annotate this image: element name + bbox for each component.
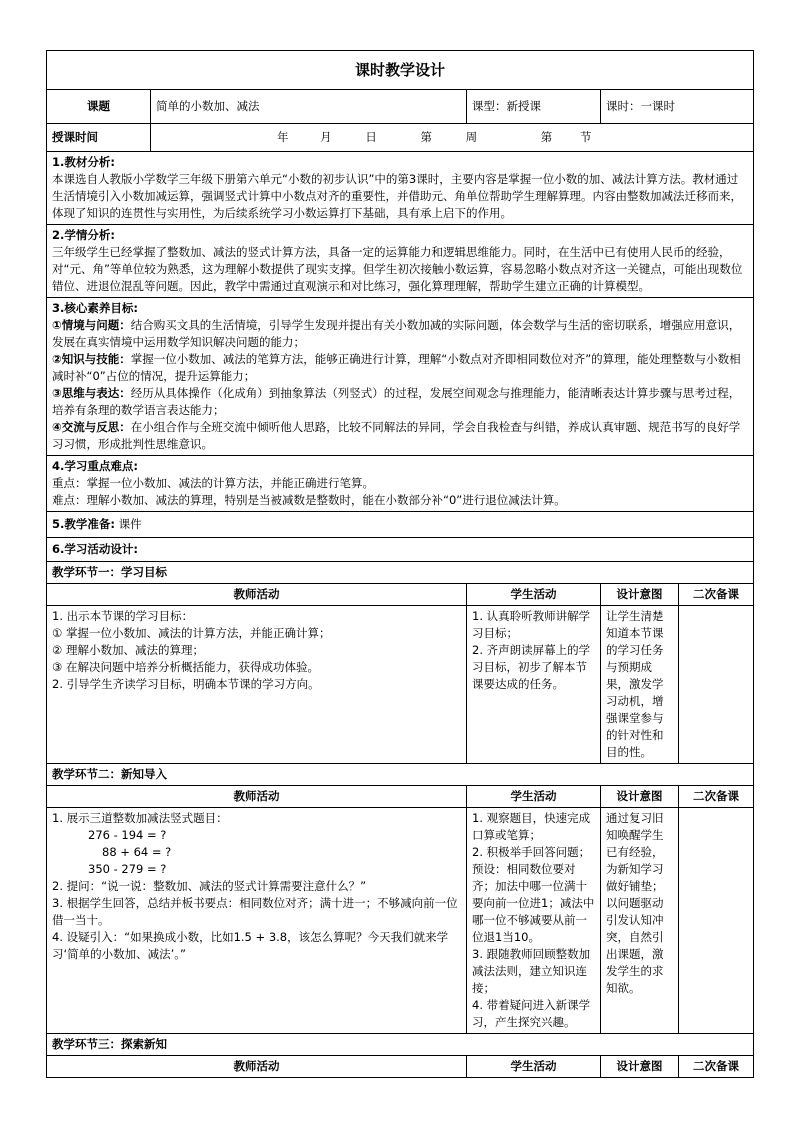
header-student: 学生活动 <box>467 584 601 606</box>
step2-student <box>467 808 601 1034</box>
step2-equation: 276 - 194 = ? <box>88 828 167 842</box>
step2-student-line: 1. 观察题目，快速完成口算或笔算； <box>472 811 591 842</box>
goal-3-text: 经历从具体操作（化成角）到抽象算法（列竖式）的过程，发展空间观念与推理能力，能清晰表达计算步骤与思考过程，培养有条理的数学语言表达能力； <box>52 386 741 417</box>
key-points-title: 4.学习重点难点: <box>52 459 138 473</box>
topic-value: 简单的小数加、减法 <box>151 90 467 124</box>
header-intent: 设计意图 <box>601 1056 679 1078</box>
student-analysis-text: 三年级学生已经掌握了整数加、减法的竖式计算方法，具备一定的运算能力和逻辑思维能力。同时，在生活中已有使用人民币的经验，对“元、角”等单位较为熟悉，这为理解小数提供了现实支撑。但学生初次接触小数运算，容易忽略小数点对齐这一关键点，可能出现数位错位、进退位混乱等问题。因此，教学中需通过直观演示和对比练习，强化算理理解，帮助学生建立正确的计算模型。 <box>52 245 743 293</box>
step1-second <box>679 606 754 764</box>
step2-teacher <box>47 808 467 1034</box>
step1-intent: 让学生清楚知道本节课的学习任务与预期成果，激发学习动机，增强课堂参与的针对性和目的性。 <box>601 606 679 764</box>
header-student: 学生活动 <box>467 1056 601 1078</box>
step1-title: 教学环节一：学习目标 <box>47 562 754 584</box>
student-analysis-title: 2.学情分析: <box>52 228 115 242</box>
step1-student-line: 2. 齐声朗读屏幕上的学习目标，初步了解本节课要达成的任务。 <box>472 643 591 691</box>
step2-equation: 350 - 279 = ? <box>88 862 167 876</box>
topic-label: 课题 <box>47 90 151 124</box>
step1-student <box>467 606 601 764</box>
step2-title: 教学环节二：新知导入 <box>47 764 754 786</box>
header-second: 二次备课 <box>679 1056 754 1078</box>
goal-1 <box>52 317 748 351</box>
step2-intent: 通过复习旧知唤醒学生已有经验，为新知学习做好铺垫；以问题驱动引发认知冲突，自然引出课题，激发学生的求知欲。 <box>601 808 679 1034</box>
step1-teacher-line: ① 掌握一位小数加、减法的计算方法，并能正确计算； <box>52 626 331 640</box>
teaching-prep <box>47 512 754 538</box>
header-intent: 设计意图 <box>601 584 679 606</box>
step3-title: 教学环节三：探索新知 <box>47 1034 754 1056</box>
step2-teacher-intro: 1. 展示三道整数加减法竖式题目： <box>52 811 228 825</box>
core-goals-title: 3.核心素养目标: <box>52 301 138 315</box>
lesson-plan-table <box>46 50 754 1078</box>
student-analysis <box>47 225 754 298</box>
key-difficult-points <box>47 456 754 512</box>
step1-teacher-line: 2. 引导学生齐读学习目标，明确本节课的学习方向。 <box>52 677 320 691</box>
step1-teacher-line: 1. 出示本节课的学习目标： <box>52 609 194 623</box>
time-day: 日 <box>365 130 377 144</box>
goal-3 <box>52 385 748 419</box>
goal-3-head: ③思维与表达： <box>52 386 131 400</box>
time-year: 年 <box>277 130 289 144</box>
time-week-suffix: 周 <box>465 130 478 144</box>
step1-teacher-line: ③ 在解决问题中培养分析概括能力，获得成功体验。 <box>52 660 319 674</box>
activity-design-title: 6.学习活动设计: <box>47 538 754 562</box>
step1-teacher-line: ② 理解小数加、减法的算理； <box>52 643 204 657</box>
step2-teacher-line: 4. 设疑引入：“如果换成小数，比如1.5 + 3.8，该怎么算呢？今天我们就来学习‘简单的小数加、减法’。” <box>52 930 449 961</box>
header-intent: 设计意图 <box>601 786 679 808</box>
key-point: 重点：掌握一位小数加、减法的计算方法，并能正确进行笔算。 <box>52 476 374 490</box>
header-teacher: 教师活动 <box>47 786 467 808</box>
lesson-plan <box>46 50 753 1078</box>
teaching-prep-title: 5.教学准备: <box>52 517 115 531</box>
step2-second <box>679 808 754 1034</box>
step2-student-line: 2. 积极举手回答问题； <box>472 845 591 859</box>
goal-2-text: 掌握一位小数加、减法的笔算方法，能够正确进行计算，理解“小数点对齐即相同数位对齐”的算理，能处理整数与小数相减时补“0”占位的情况，提升运算能力； <box>52 352 741 383</box>
step2-teacher-line: 3. 根据学生回答，总结并板书要点：相同数位对齐；满十进一；不够减向前一位借一当十。 <box>52 896 458 927</box>
header-second: 二次备课 <box>679 786 754 808</box>
goal-2 <box>52 351 748 385</box>
header-second: 二次备课 <box>679 584 754 606</box>
material-analysis-text: 本课选自人教版小学数学三年级下册第六单元“小数的初步认识”中的第3课时，主要内容是掌握一位小数的加、减法计算方法。教材通过生活情境引入小数加减运算，强调竖式计算中小数点对齐的重要性，并借助元、角单位帮助学生理解算理。内容由整数加减法迁移而来，体现了知识的连贯性与实用性，为后续系统学习小数运算打下基础，具有承上启下的作用。 <box>52 172 742 220</box>
time-value <box>151 124 754 152</box>
goal-2-head: ②知识与技能： <box>52 352 131 366</box>
material-analysis <box>47 152 754 225</box>
lesson-hours: 课时：一课时 <box>601 90 754 124</box>
step2-equation: 88 + 64 = ? <box>102 845 172 859</box>
goal-4 <box>52 419 748 453</box>
header-teacher: 教师活动 <box>47 584 467 606</box>
step2-teacher-line: 2. 提问：“说一说：整数加、减法的竖式计算需要注意什么？” <box>52 879 367 893</box>
time-month: 月 <box>320 130 332 144</box>
document-title: 课时教学设计 <box>47 51 754 90</box>
material-analysis-title: 1.教材分析: <box>52 155 115 169</box>
core-goals <box>47 298 754 456</box>
step2-student-line: 预设：相同数位要对齐；加法中哪一位满十要向前一位进1；减法中哪一位不够减要从前一位退1当10。 <box>472 862 595 944</box>
time-label: 授课时间 <box>47 124 151 152</box>
header-student: 学生活动 <box>467 786 601 808</box>
goal-4-text: 在小组合作与全班交流中倾听他人思路，比较不同解法的异同，学会自我检查与纠错，养成认真审题、规范书写的良好学习习惯，形成批判性思维意识。 <box>52 420 741 451</box>
goal-1-head: ①情境与问题： <box>52 318 131 332</box>
time-section-suffix: 节 <box>579 130 592 144</box>
step1-student-line: 1. 认真聆听教师讲解学习目标； <box>472 609 591 640</box>
difficult-point: 难点：理解小数加、减法的算理，特别是当被减数是整数时，能在小数部分补“0”进行退位减法计算。 <box>52 493 566 507</box>
teaching-prep-text: 课件 <box>118 517 142 531</box>
step2-student-line: 4. 带着疑问进入新课学习，产生探究兴趣。 <box>472 998 591 1029</box>
step1-teacher <box>47 606 467 764</box>
goal-1-text: 结合购买文具的生活情境，引导学生发现并提出有关小数加减的实际问题，体会数学与生活的密切联系，增强应用意识，发展在真实情境中运用数学知识解决问题的能力； <box>52 318 741 349</box>
time-week-prefix: 第 <box>420 130 432 144</box>
header-teacher: 教师活动 <box>47 1056 467 1078</box>
time-section-prefix: 第 <box>540 130 553 144</box>
step2-student-line: 3. 跟随教师回顾整数加减法法则，建立知识连接； <box>472 947 591 995</box>
lesson-type: 课型：新授课 <box>467 90 601 124</box>
goal-4-head: ④交流与反思： <box>52 420 131 434</box>
